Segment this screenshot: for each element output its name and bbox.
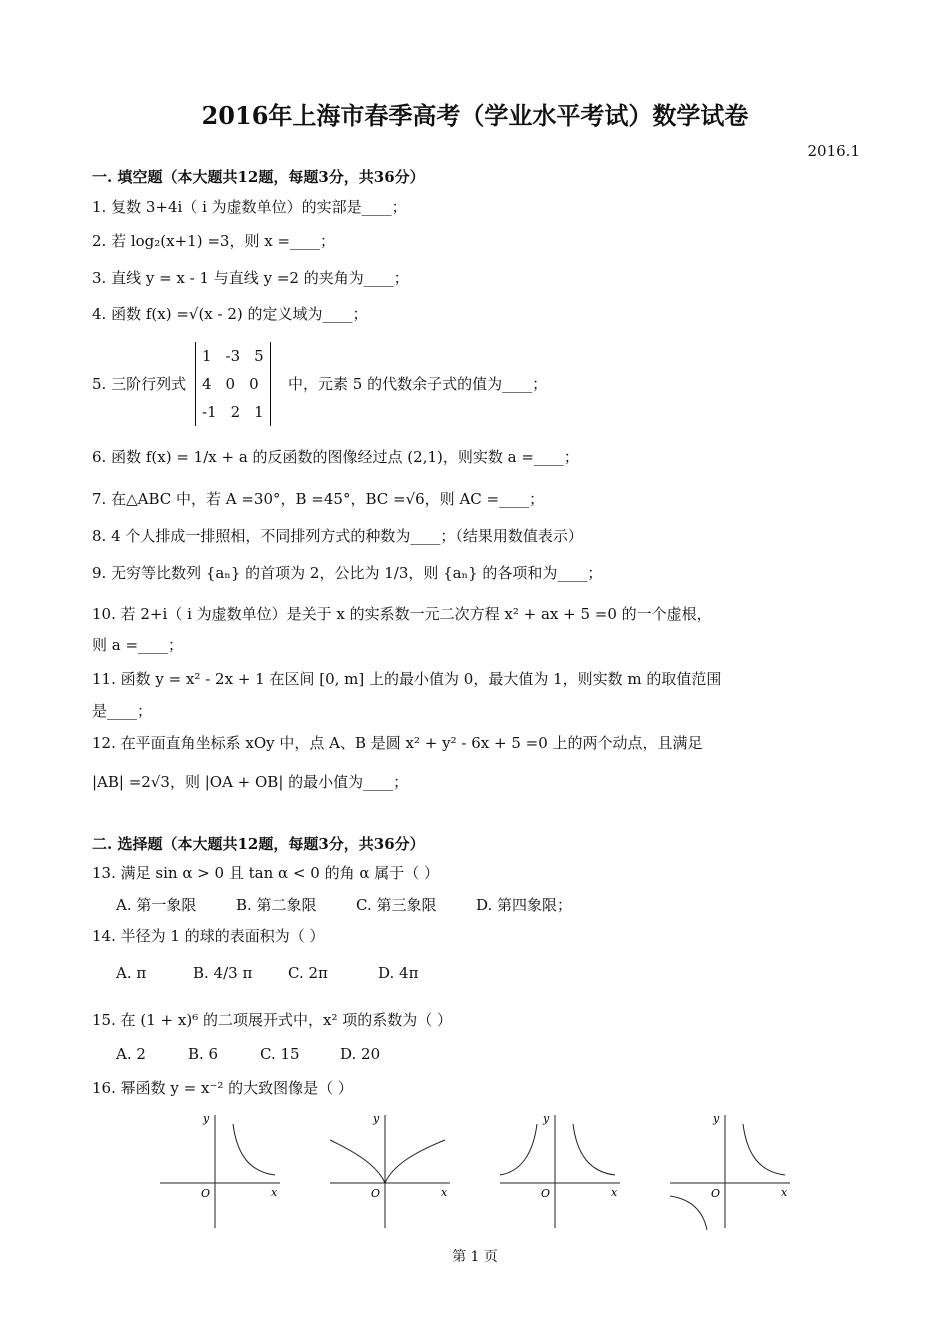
question-9: 9. 无穷等比数列 {aₙ} 的首项为 2，公比为 1/3，则 {aₙ} 的各项和为____；: [92, 564, 603, 582]
page-footer: 第 1 页: [452, 1249, 498, 1265]
question-10-line2: 则 a =____；: [92, 636, 184, 654]
q13-option-a: A. 第一象限: [116, 896, 197, 914]
page-title: 2016年上海市春季高考（学业水平考试）数学试卷: [201, 101, 749, 130]
q15-option-d: D. 20: [340, 1045, 381, 1063]
q13-option-c: C. 第三象限: [356, 896, 437, 914]
q14-option-c: C. 2π: [288, 964, 328, 982]
axis-origin-label: O: [541, 1187, 551, 1200]
q15-option-b: B. 6: [188, 1045, 219, 1063]
exam-date: 2016.1: [807, 142, 860, 160]
question-10-line1: 10. 若 2+i（ i 为虚数单位）是关于 x 的实系数一元二次方程 x² + ax + 5 =0 的一个虚根，: [92, 605, 712, 623]
question-2: 2. 若 log₂(x+1) =3，则 x =____；: [92, 232, 336, 250]
graph-option-a: [155, 1110, 285, 1230]
axis-y-label: y: [713, 1112, 720, 1125]
question-5-prefix: 5. 三阶行列式: [92, 375, 187, 393]
det-cell: 2: [230, 403, 241, 421]
q13-option-b: B. 第二象限: [236, 896, 317, 914]
det-cell: 1: [202, 347, 212, 365]
question-8: 8. 4 个人排成一排照相，不同排列方式的种数为____；（结果用数值表示）: [92, 527, 583, 545]
axis-x-label: x: [271, 1186, 278, 1199]
question-3: 3. 直线 y = x - 1 与直线 y =2 的夹角为____；: [92, 269, 409, 287]
question-16: 16. 幂函数 y = x⁻² 的大致图像是（ ）: [92, 1079, 353, 1097]
q13-option-d: D. 第四象限；: [476, 896, 573, 914]
q15-option-a: A. 2: [116, 1045, 146, 1063]
axis-y-label: y: [373, 1112, 380, 1125]
axis-y-label: y: [203, 1112, 210, 1125]
question-12-line2: |AB| =2√3，则 |OA + OB| 的最小值为____；: [92, 773, 409, 791]
axis-x-label: x: [441, 1186, 448, 1199]
det-cell: 0: [249, 375, 259, 393]
q14-option-a: A. π: [116, 964, 147, 982]
axis-y-label: y: [543, 1112, 550, 1125]
question-13: 13. 满足 sin α > 0 且 tan α < 0 的角 α 属于（ ）: [92, 864, 440, 882]
axis-origin-label: O: [371, 1187, 381, 1200]
graph-option-b: [325, 1110, 455, 1230]
question-7: 7. 在△ABC 中，若 A =30°，B =45°，BC =√6，则 AC =____；: [92, 490, 545, 508]
question-15: 15. 在 (1 + x)⁶ 的二项展开式中，x² 项的系数为（ ）: [92, 1011, 452, 1029]
q14-option-b: B. 4/3 π: [193, 964, 253, 982]
det-row: [202, 342, 264, 370]
question-12-line1: 12. 在平面直角坐标系 xOy 中，点 A、B 是圆 x² + y² - 6x + 5 =0 上的两个动点，且满足: [92, 734, 703, 752]
section-1-heading: 一. 填空题（本大题共12题，每题3分，共36分）: [92, 168, 425, 186]
axis-x-label: x: [611, 1186, 618, 1199]
question-1: 1. 复数 3+4i（ i 为虚数单位）的实部是____；: [92, 198, 407, 216]
det-cell: 5: [254, 347, 264, 365]
question-11-line1: 11. 函数 y = x² - 2x + 1 在区间 [0, m] 上的最小值为 0，最大值为 1，则实数 m 的取值范围: [92, 670, 722, 688]
question-6: 6. 函数 f(x) = 1/x + a 的反函数的图像经过点 (2,1)，则实数 a =____；: [92, 448, 579, 466]
section-2-heading: 二. 选择题（本大题共12题，每题3分，共36分）: [92, 835, 425, 853]
q15-option-c: C. 15: [260, 1045, 300, 1063]
axis-origin-label: O: [711, 1187, 721, 1200]
axis-origin-label: O: [201, 1187, 211, 1200]
question-4: 4. 函数 f(x) =√(x - 2) 的定义域为____；: [92, 305, 368, 323]
question-5-suffix: 中，元素 5 的代数余子式的值为____；: [288, 375, 548, 393]
graph-option-d: [665, 1110, 795, 1230]
det-cell: 4: [202, 375, 212, 393]
q14-option-d: D. 4π: [378, 964, 419, 982]
question-11-line2: 是____；: [92, 702, 153, 720]
det-row: [202, 370, 264, 398]
det-cell: 0: [225, 375, 236, 393]
det-row: [202, 398, 264, 426]
question-14: 14. 半径为 1 的球的表面积为（ ）: [92, 927, 325, 945]
det-cell: -1: [202, 403, 217, 421]
det-cell: -3: [225, 347, 241, 365]
axis-x-label: x: [781, 1186, 788, 1199]
graph-option-c: [495, 1110, 625, 1230]
det-cell: 1: [254, 403, 264, 421]
determinant: [195, 342, 271, 426]
